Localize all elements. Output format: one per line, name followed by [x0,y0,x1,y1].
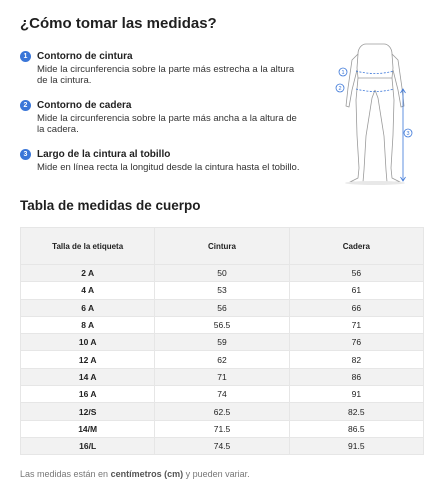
step-number-badge: 3 [20,149,31,160]
note-units: centímetros (cm) [110,469,184,479]
left-leg-outline [350,78,375,182]
table-title: Tabla de medidas de cuerpo [20,198,201,213]
table-row [21,437,424,454]
table-row [21,368,424,385]
size-cell: 16 A [21,386,155,403]
step-waist-to-ankle [20,148,305,173]
step-title: Largo de la cintura al tobillo [37,149,171,160]
size-cell: 16/L [21,437,155,454]
size-cell: 12/S [21,403,155,420]
hip-cell: 71 [289,316,423,333]
waist-cell: 56 [155,299,289,316]
hip-cell: 86.5 [289,420,423,437]
waist-cell: 56.5 [155,316,289,333]
marker-3 [404,129,412,137]
size-table [20,227,424,455]
table-row [21,282,424,299]
marker-1 [339,68,347,76]
table-row [21,403,424,420]
waist-cell: 74.5 [155,437,289,454]
torso-outline [357,44,393,78]
marker-label: 1 [341,70,345,77]
waist-cell: 62.5 [155,403,289,420]
hip-cell: 76 [289,334,423,351]
table-header-row [21,228,424,265]
table-row [21,334,424,351]
step-title: Contorno de cintura [37,51,133,62]
hip-cell: 66 [289,299,423,316]
hip-cell: 91.5 [289,437,423,454]
step-title: Contorno de cadera [37,100,132,111]
waist-cell: 62 [155,351,289,368]
hip-cell: 82 [289,351,423,368]
floor-shadow [345,181,405,185]
units-note [20,469,250,479]
hip-cell: 91 [289,386,423,403]
step-number-badge: 1 [20,51,31,62]
waist-cell: 59 [155,334,289,351]
body-measurement-figure [330,40,420,190]
note-prefix: Las medidas están en [20,469,111,479]
size-cell: 14 A [21,368,155,385]
header-size-label: Talla de la etiqueta [21,228,155,265]
marker-label: 2 [338,86,342,93]
size-cell: 8 A [21,316,155,333]
step-waist [20,50,305,86]
step-description: Mide en línea recta la longitud desde la cintura hasta el tobillo. [37,162,300,173]
table-row [21,420,424,437]
size-cell: 12 A [21,351,155,368]
hip-cell: 86 [289,368,423,385]
waist-cell: 74 [155,386,289,403]
step-description: Mide la circunferencia sobre la parte más ancha a la altura de la cadera. [37,113,297,135]
waist-cell: 53 [155,282,289,299]
marker-label: 3 [406,131,410,138]
step-number-badge: 2 [20,100,31,111]
size-cell: 6 A [21,299,155,316]
table-row [21,351,424,368]
size-cell: 4 A [21,282,155,299]
table-row [21,316,424,333]
measurement-steps [20,50,305,173]
waist-cell: 71 [155,368,289,385]
hip-cell: 56 [289,265,423,282]
size-cell: 10 A [21,334,155,351]
table-row [21,386,424,403]
table-row [21,265,424,282]
size-cell: 2 A [21,265,155,282]
waist-cell: 50 [155,265,289,282]
note-suffix: y pueden variar. [183,469,250,479]
header-hip: Cadera [289,228,423,265]
waist-measure-line [356,71,394,74]
hip-cell: 61 [289,282,423,299]
table-row [21,299,424,316]
size-cell: 14/M [21,420,155,437]
header-waist: Cintura [155,228,289,265]
step-description: Mide la circunferencia sobre la parte más estrecha a la altura de la cintura. [37,64,295,86]
hip-cell: 82.5 [289,403,423,420]
page-title: ¿Cómo tomar las medidas? [20,15,217,32]
step-hip [20,99,305,135]
waist-cell: 71.5 [155,420,289,437]
right-leg-outline [375,78,400,182]
marker-2 [336,84,344,92]
